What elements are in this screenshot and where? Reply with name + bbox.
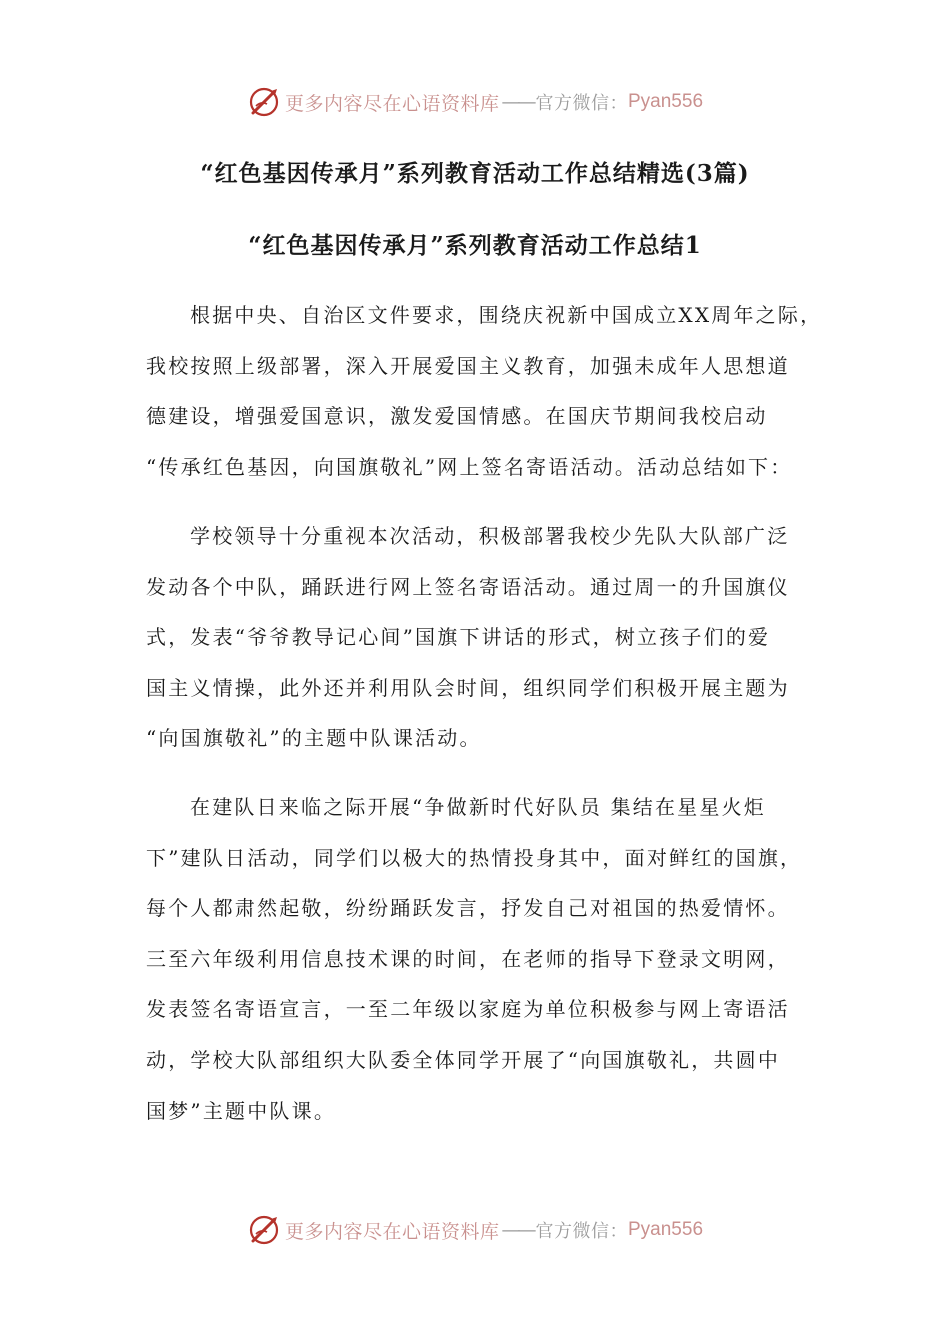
paragraph-line: 下”建队日活动，同学们以极大的热情投身其中，面对鲜红的国旗， bbox=[146, 845, 803, 870]
paragraph-line: “向国旗敬礼”的主题中队课活动。 bbox=[146, 726, 482, 751]
paragraph-line: 动，学校大队部组织大队委全体同学开展了“向国旗敬礼，共圆中 bbox=[146, 1047, 781, 1072]
paragraph-1 bbox=[146, 290, 826, 492]
brush-logo-icon bbox=[247, 1213, 281, 1247]
banner-dash: —— bbox=[501, 91, 534, 113]
header-banner bbox=[0, 80, 950, 124]
paragraph-line: 我校按照上级部署，深入开展爱国主义教育，加强未成年人思想道 bbox=[146, 353, 790, 378]
paragraph-line: 德建设，增强爱国意识，激发爱国情感。在国庆节期间我校启动 bbox=[146, 404, 768, 429]
document-title: “红色基因传承月”系列教育活动工作总结精选(3篇) bbox=[200, 160, 750, 187]
banner-wechat-id: Pyan556 bbox=[628, 1219, 704, 1240]
paragraph-line: 每个人都肃然起敬，纷纷踊跃发言，抒发自己对祖国的热爱情怀。 bbox=[146, 896, 790, 921]
banner-wechat-label: 官方微信： bbox=[535, 93, 628, 114]
paragraph-line: 学校领导十分重视本次活动，积极部署我校少先队大队部广泛 bbox=[190, 524, 790, 548]
paragraph-line: 在建队日来临之际开展“争做新时代好队员 集结在星星火炬 bbox=[190, 795, 766, 819]
footer-banner bbox=[0, 1208, 950, 1252]
banner-slogan: 更多内容尽在心语资料库 bbox=[284, 92, 500, 115]
paragraph-line: 国主义情操，此外还并利用队会时间，组织同学们积极开展主题为 bbox=[146, 675, 790, 700]
brush-logo-icon bbox=[247, 85, 281, 119]
paragraph-line: 发动各个中队，踊跃进行网上签名寄语活动。通过周一的升国旗仪 bbox=[146, 574, 790, 599]
banner-wechat-id: Pyan556 bbox=[628, 91, 704, 112]
banner-dash: —— bbox=[501, 1219, 534, 1241]
paragraph-3 bbox=[146, 782, 826, 1136]
paragraph-line: 发表签名寄语宣言，一至二年级以家庭为单位积极参与网上寄语活 bbox=[146, 997, 790, 1022]
banner-slogan: 更多内容尽在心语资料库 bbox=[284, 1220, 500, 1243]
paragraph-line: 式，发表“爷爷教导记心间”国旗下讲话的形式，树立孩子们的爱 bbox=[146, 625, 771, 650]
banner-wechat-label: 官方微信： bbox=[535, 1221, 628, 1242]
paragraph-2 bbox=[146, 511, 826, 764]
section-title: “红色基因传承月”系列教育活动工作总结1 bbox=[248, 232, 702, 259]
paragraph-line: “传承红色基因，向国旗敬礼”网上签名寄语活动。活动总结如下： bbox=[146, 454, 793, 479]
paragraph-line: 根据中央、自治区文件要求，围绕庆祝新中国成立XX周年之际， bbox=[190, 303, 823, 327]
paragraph-line: 三至六年级利用信息技术课的时间，在老师的指导下登录文明网， bbox=[146, 946, 790, 971]
paragraph-line: 国梦”主题中队课。 bbox=[146, 1098, 337, 1123]
